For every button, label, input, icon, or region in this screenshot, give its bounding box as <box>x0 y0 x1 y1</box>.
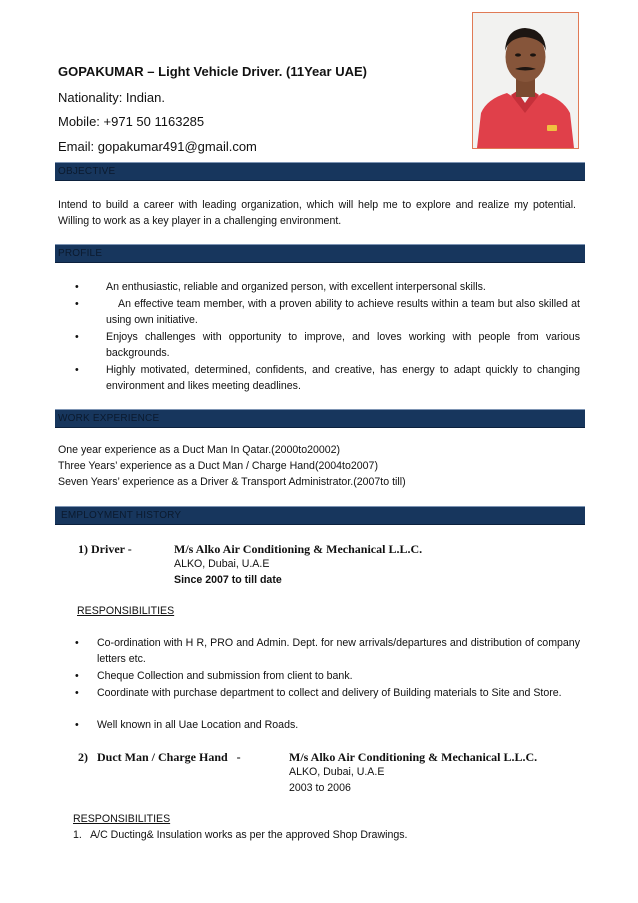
job-title: 1) Driver - <box>78 542 132 556</box>
section-band-work-experience <box>55 409 585 428</box>
section-title-profile: PROFILE <box>58 248 103 259</box>
objective-text: Intend to build a career with leading organization, which will help me to explore and realize my potential. Willing to work as a key player in a challenging environment. <box>58 199 576 227</box>
section-title-employment-history: EMPLOYMENT HISTORY <box>61 510 182 521</box>
responsibility-text: Cheque Collection and submission from client to bank. <box>97 670 353 682</box>
profile-bullet <box>75 362 580 394</box>
job-company: M/s Alko Air Conditioning & Mechanical L.L.C. <box>174 542 423 556</box>
job-period: Since 2007 to till date <box>174 574 282 586</box>
profile-bullet <box>75 329 580 361</box>
job-location: ALKO, Dubai, U.A.E <box>289 766 385 778</box>
mobile-number: Mobile: +971 50 1163285 <box>58 114 205 129</box>
responsibility-text: Well known in all Uae Location and Roads. <box>97 719 299 731</box>
bullet-icon: • <box>75 331 79 343</box>
bullet-icon: • <box>75 670 79 682</box>
profile-bullet <box>75 279 580 295</box>
work-experience-line: One year experience as a Duct Man In Qatar.(2000to20002) <box>58 444 341 456</box>
job-title: 2) Duct Man / Charge Hand - <box>78 750 241 764</box>
responsibility-text: Co-ordination with H R, PRO and Admin. Dept. for new arrivals/departures and distribution of company letters etc. <box>97 637 580 665</box>
profile-photo <box>472 12 579 149</box>
nationality: Nationality: Indian. <box>58 90 165 105</box>
candidate-name-title: GOPAKUMAR – Light Vehicle Driver. (11Year UAE) <box>58 64 367 79</box>
job-location: ALKO, Dubai, U.A.E <box>174 558 270 570</box>
section-band-objective <box>55 162 585 181</box>
profile-bullet-text: Highly motivated, determined, confidents, and creative, has energy to adapt quickly to changing environment and likes meeting deadlines. <box>106 364 580 392</box>
section-title-work-experience: WORK EXPERIENCE <box>58 413 160 424</box>
bullet-icon: • <box>75 298 79 310</box>
responsibility-text: 1. A/C Ducting& Insulation works as per the approved Shop Drawings. <box>73 829 408 841</box>
responsibility-text: Coordinate with purchase department to collect and delivery of Building materials to Site and Store. <box>97 687 562 699</box>
section-title-objective: OBJECTIVE <box>58 166 116 177</box>
profile-bullet <box>75 296 580 328</box>
work-experience-line: Three Years’ experience as a Duct Man / Charge Hand(2004to2007) <box>58 460 378 472</box>
job-company: M/s Alko Air Conditioning & Mechanical L.L.C. <box>289 750 538 764</box>
responsibility-bullet <box>75 635 580 667</box>
work-experience-line: Seven Years’ experience as a Driver & Transport Administrator.(2007to till) <box>58 476 406 488</box>
bullet-icon: • <box>75 637 79 649</box>
portrait-image <box>473 13 578 148</box>
responsibilities-heading: RESPONSIBILITIES <box>77 605 175 617</box>
email-address: Email: gopakumar491@gmail.com <box>58 139 257 154</box>
bullet-icon: • <box>75 719 79 731</box>
profile-bullet-text: Enjoys challenges with opportunity to improve, and loves working with people from various backgrounds. <box>106 331 580 359</box>
bullet-icon: • <box>75 364 79 376</box>
profile-bullet-text: An effective team member, with a proven ability to achieve results within a team but also skilled at using own initiative. <box>106 298 580 326</box>
responsibility-bullet <box>75 685 580 701</box>
section-band-employment-history <box>55 506 585 525</box>
responsibility-bullet <box>75 717 580 733</box>
bullet-icon: • <box>75 687 79 699</box>
profile-bullet-text: An enthusiastic, reliable and organized person, with excellent interpersonal skills. <box>106 281 486 293</box>
responsibilities-heading: RESPONSIBILITIES <box>73 813 171 825</box>
section-band-profile <box>55 244 585 263</box>
bullet-icon: • <box>75 281 79 293</box>
responsibility-bullet <box>75 668 580 684</box>
job-period: 2003 to 2006 <box>289 782 351 794</box>
